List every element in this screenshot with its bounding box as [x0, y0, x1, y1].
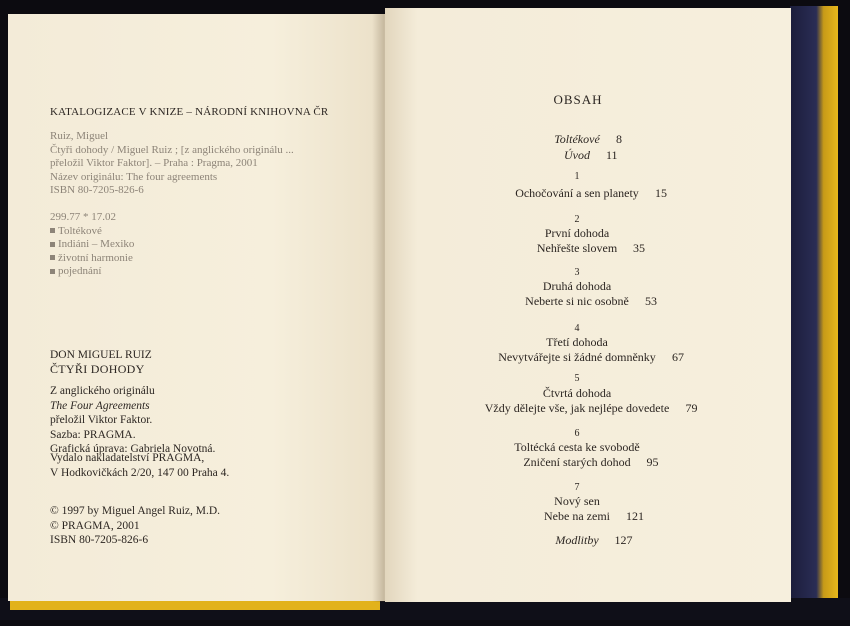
subject-item: Indiáni – Mexiko: [50, 238, 134, 252]
book-title: ČTYŘI DOHODY: [50, 362, 145, 376]
copyright: [50, 504, 220, 548]
toc-entry-text: Toltékové: [554, 132, 600, 146]
chapter-title: Druhá dohoda: [542, 279, 612, 293]
right-page: [385, 8, 791, 602]
credits: [50, 384, 215, 457]
chapter-title: Nový sen: [554, 494, 600, 508]
catalog-line: ISBN 80-7205-826-6: [50, 184, 144, 196]
chapter-number: 7: [574, 482, 580, 493]
subject-item: Toltékové: [50, 225, 134, 239]
toc-page-number: 95: [646, 455, 659, 469]
toc-entry-text: Nebe na zemi: [544, 509, 610, 523]
publisher-line: Vydalo nakladatelství PRAGMA,: [50, 452, 205, 464]
catalog-line: Čtyři dohody / Miguel Ruiz ; [z anglického originálu ...: [50, 143, 294, 156]
toc-page-number: 15: [655, 186, 667, 200]
toc-entry-text: Modlitby: [555, 533, 599, 547]
toc-heading: OBSAH: [553, 92, 603, 107]
credit-line: Grafická úprava: Gabriela Novotná.: [50, 443, 216, 455]
author-name: DON MIGUEL RUIZ: [50, 349, 152, 361]
toc-entry-text: Nevytvářejte si žádné domněnky: [498, 350, 656, 364]
chapter-number: 6: [574, 428, 580, 439]
toc-page-number: 127: [614, 533, 633, 547]
toc-page-number: 53: [645, 294, 657, 308]
credit-line: přeložil Viktor Faktor.: [50, 414, 153, 426]
left-page: [8, 14, 385, 601]
copyright-line: © 1997 by Miguel Angel Ruiz, M.D.: [50, 505, 221, 517]
bullet-icon: [50, 269, 55, 274]
catalog-heading: KATALOGIZACE V KNIZE – NÁRODNÍ KNIHOVNA ČR: [50, 106, 329, 118]
toc-page-number: 79: [685, 401, 698, 415]
chapter-title: Třetí dohoda: [546, 335, 608, 349]
toc-page-number: 121: [626, 509, 644, 523]
chapter-title: Čtvrtá dohoda: [542, 386, 612, 400]
credit-line: Z anglického originálu: [50, 385, 155, 397]
copyright-line: © PRAGMA, 2001: [50, 519, 140, 532]
cover-yellow-strip: [10, 600, 380, 610]
chapter-number: 5: [574, 373, 580, 384]
catalog-record: [50, 130, 294, 198]
credit-line: Sazba: PRAGMA.: [50, 428, 136, 441]
chapter-title: První dohoda: [544, 226, 610, 240]
toc-entry-text: Úvod: [564, 148, 590, 162]
toc-entry-text: Neberte si nic osobně: [525, 294, 629, 308]
chapter-number: 3: [574, 267, 580, 278]
bullet-icon: [50, 242, 55, 247]
publisher: [50, 451, 229, 480]
chapter-number: 1: [574, 171, 580, 182]
bullet-icon: [50, 228, 55, 233]
toc-page-number: 35: [633, 241, 645, 255]
catalog-line: přeložil Viktor Faktor]. – Praha : Pragma, 2001: [50, 157, 258, 169]
book-cover-edge: [790, 6, 838, 612]
chapter-number: 4: [574, 323, 580, 334]
toc-page-number: 11: [606, 148, 618, 162]
bullet-icon: [50, 255, 55, 260]
chapter-number: 2: [574, 214, 580, 225]
toc-entry-text: Ochočování a sen planety: [515, 186, 639, 200]
publisher-line: V Hodkovičkách 2/20, 147 00 Praha 4.: [50, 466, 230, 479]
subject-item: životní harmonie: [50, 252, 134, 266]
toc-entry-text: Zničení starých dohod: [523, 455, 631, 469]
copyright-line: ISBN 80-7205-826-6: [50, 534, 149, 546]
chapter-title: Toltécká cesta ke svobodě: [514, 440, 640, 454]
toc-entry-text: Vždy dělejte vše, jak nejlépe dovedete: [484, 401, 670, 415]
catalog-subjects: [50, 211, 134, 279]
book-imprint: [50, 348, 152, 376]
subject-item: pojednání: [50, 265, 134, 279]
catalog-line: Název originálu: The four agreements: [50, 170, 218, 183]
toc-entry-text: Nehřešte slovem: [536, 241, 618, 255]
toc-page-number: 67: [672, 350, 684, 364]
classification: 299.77 * 17.02: [50, 211, 116, 223]
toc-page-number: 8: [616, 132, 622, 146]
credit-line: The Four Agreements: [50, 399, 150, 412]
catalog-line: Ruiz, Miguel: [50, 130, 109, 142]
